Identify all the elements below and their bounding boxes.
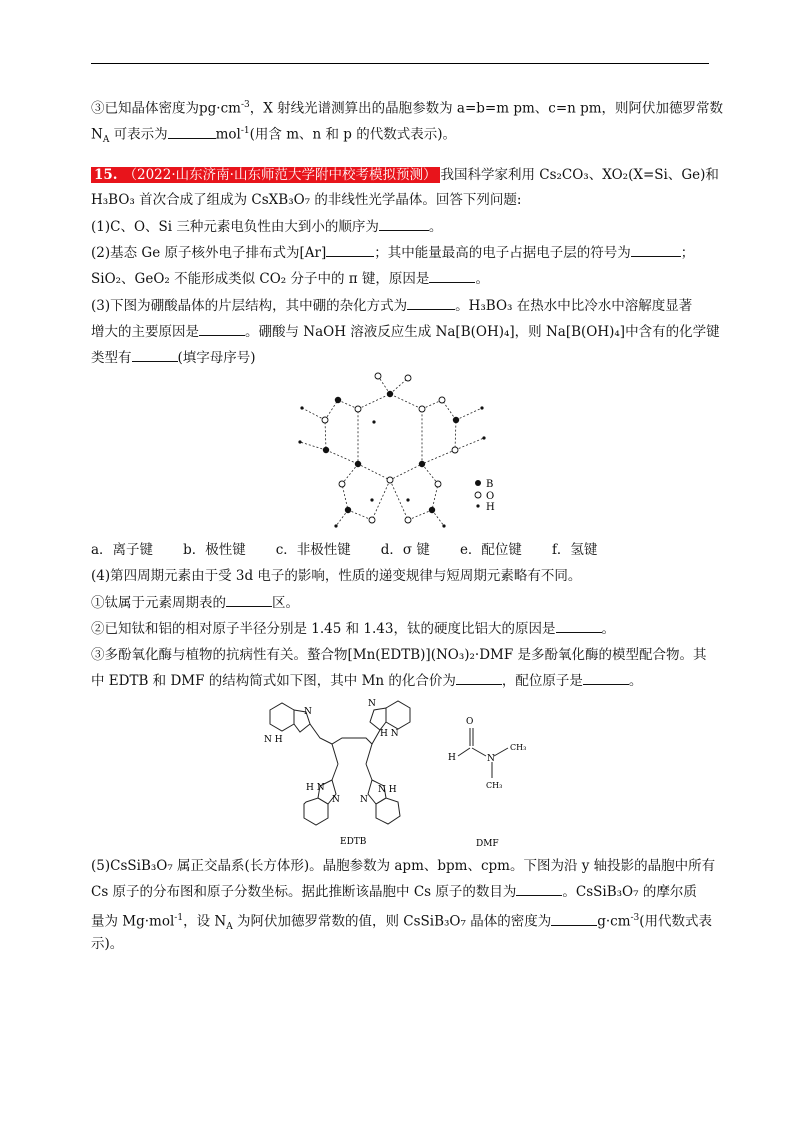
legend-oxygen-marker [475, 492, 481, 498]
sub-question-3-line1 [91, 297, 692, 315]
question-15-line2 [91, 191, 521, 209]
answer-blank[interactable] [583, 672, 629, 685]
text: (2)基态 Ge 原子核外电子排布式为[Ar] [91, 245, 327, 261]
answer-blank[interactable] [226, 594, 272, 607]
sub-question-5-line2 [91, 883, 697, 901]
text: (填字母序号) [177, 350, 256, 366]
text: ③多酚氧化酶与植物的抗病性有关。螯合物[Mn(EDTB)](NO₃)₂·DMF 是多酚氧化酶的模型配合物。其 [91, 647, 707, 663]
text: (4)第四周期元素由于受 3d 电子的影响，性质的递变规律与短周期元素略有不同。 [91, 568, 582, 584]
answer-blank[interactable] [379, 218, 429, 231]
legend-label-b: B [486, 479, 494, 490]
subscript: A [102, 135, 110, 146]
edtb-hn-label-2: H N [306, 783, 325, 793]
superscript: -1 [174, 913, 184, 923]
edtb-n-label-4: N [360, 795, 368, 805]
dmf-structure-figure [440, 710, 540, 850]
option-b[interactable]: b．极性键 [183, 542, 246, 558]
question-number: 15. [91, 167, 120, 183]
text: pg·cm [199, 100, 241, 117]
question-source-tag[interactable]: （2022·山东济南·山东师范大学附中校考模拟预测） [120, 167, 441, 183]
text: (5)CsSiB₃O₇ 属正交晶系(长方体形)。晶胞参数为 apm、bpm、cpm。下图为沿 y 轴投影的晶胞中所有 [91, 858, 716, 874]
sub-question-2-line1 [91, 244, 694, 262]
text: 。硼酸与 NaOH 溶液反应生成 Na[B(OH)₄]，则 Na[B(OH)₄]中含有的化学键 [245, 324, 720, 340]
dmf-caption: DMF [476, 839, 499, 849]
legend-label-o: O [486, 491, 495, 502]
answer-blank[interactable] [326, 244, 374, 257]
superscript: -3 [630, 913, 640, 923]
text: (用含 m、n 和 p 的代数式表示)。 [249, 126, 456, 143]
text: ①钛属于元素周期表的 [91, 595, 226, 611]
text: 区。 [272, 595, 299, 611]
text: ②已知钛和铝的相对原子半径分别是 1.45 和 1.43，钛的硬度比铝大的原因是 [91, 621, 556, 637]
answer-blank[interactable] [132, 349, 178, 362]
legend-hydrogen-marker [476, 504, 479, 507]
sub-question-1 [91, 218, 442, 236]
text: SiO₂、GeO₂ 不能形成类似 CO₂ 分子中的 π 键，原因是 [91, 271, 430, 287]
answer-blank[interactable] [556, 620, 602, 633]
text: 。 [601, 621, 615, 637]
edtb-caption: EDTB [340, 837, 367, 847]
text: N [91, 126, 103, 143]
boric-acid-structure-figure [290, 372, 520, 532]
paragraph-density-line2 [91, 122, 456, 146]
text: (3)下图为硼酸晶体的片层结构，其中硼的杂化方式为 [91, 298, 408, 314]
sub-question-5-line1 [91, 857, 715, 875]
edtb-n-label-2: N [368, 699, 376, 709]
options-row [91, 541, 627, 559]
answer-blank[interactable] [429, 270, 475, 283]
text: ； [680, 245, 695, 261]
option-a[interactable]: a．离子键 [91, 542, 154, 558]
text: 示)。 [91, 936, 124, 952]
text: ；其中能量最高的电子占据电子层的符号为 [374, 245, 631, 261]
answer-blank[interactable] [456, 672, 502, 685]
legend-label-h: H [486, 502, 495, 513]
sub-question-3-line3 [91, 349, 256, 367]
option-e[interactable]: e．配位键 [459, 542, 522, 558]
text: 中 EDTB 和 DMF 的结构简式如下图，其中 Mn 的化合价为 [91, 673, 456, 689]
sub-question-4-3-line1 [91, 646, 707, 664]
dmf-ch3-label-1: CH₃ [510, 743, 527, 752]
superscript: -1 [240, 126, 250, 136]
text: H₃BO₃ 首次合成了组成为 CsXB₃O₇ 的非线性光学晶体。回答下列问题: [91, 192, 522, 208]
answer-blank[interactable] [407, 297, 455, 310]
sub-question-5-line4 [91, 935, 123, 953]
edtb-nh-label-2: N H [378, 785, 397, 795]
text: (用代数式表 [639, 913, 713, 930]
text: 类型有 [91, 350, 132, 366]
superscript: -3 [240, 100, 250, 110]
header-rule [91, 63, 709, 64]
text: 增大的主要原因是 [91, 324, 199, 340]
subscript: A [226, 922, 233, 933]
answer-blank[interactable] [631, 244, 681, 257]
dmf-o-label: O [466, 717, 474, 727]
edtb-nh-label: N H [264, 735, 283, 745]
text: ，设 N [183, 913, 227, 930]
text: 。 [628, 673, 643, 689]
text: 我国科学家利用 Cs₂CO₃、XO₂(X=Si、Ge)和 [440, 167, 719, 183]
text: 。 [428, 219, 443, 235]
option-f[interactable]: f．氢键 [551, 542, 598, 558]
text: g·cm [597, 913, 631, 930]
question-15-line1 [91, 166, 719, 184]
edtb-n-label-3: N [332, 795, 340, 805]
edtb-hn-label: H N [380, 729, 399, 739]
edtb-n-label: N [304, 707, 312, 717]
text: ，配位原子是 [501, 673, 583, 689]
edtb-structure-figure [262, 694, 442, 854]
text: 。H₃BO₃ 在热水中比冷水中溶解度显著 [455, 298, 693, 314]
sub-question-4-intro [91, 567, 581, 585]
sub-question-4-1 [91, 594, 299, 612]
text: ，X 射线光谱测算出的晶胞参数为 a=b=m pm、c=n pm，则阿伏加德罗常数 [249, 100, 724, 117]
text: 。CsSiB₃O₇ 的摩尔质 [562, 884, 697, 900]
answer-blank[interactable] [199, 323, 245, 336]
dmf-ch3-label-2: CH₃ [486, 781, 503, 790]
legend-boron-marker [475, 480, 481, 486]
answer-blank[interactable] [551, 913, 597, 926]
text: (1)C、O、Si 三种元素电负性由大到小的顺序为 [91, 219, 379, 235]
dmf-n-label: N [487, 754, 495, 764]
sub-question-3-line2 [91, 323, 720, 341]
text: Cs 原子的分布图和原子分数坐标。据此推断该晶胞中 Cs 原子的数目为 [91, 884, 517, 900]
answer-blank[interactable] [168, 126, 216, 139]
option-d[interactable]: d．σ 键 [380, 542, 430, 558]
paragraph-density-line1 [91, 96, 724, 117]
text: mol [215, 126, 241, 143]
text: ③已知晶体密度为 [91, 100, 199, 117]
option-c[interactable]: c．非极性键 [275, 542, 351, 558]
dmf-h-label: H [448, 753, 456, 763]
text: 为阿伏加德罗常数的值，则 CsSiB₃O₇ 晶体的密度为 [232, 913, 552, 930]
text: 。 [475, 271, 489, 287]
sub-question-4-2 [91, 620, 615, 638]
text: 可表示为 [109, 126, 168, 143]
answer-blank[interactable] [516, 883, 562, 896]
sub-question-4-3-line2 [91, 672, 642, 690]
sub-question-5-line3 [91, 909, 713, 933]
text: 量为 Mg·mol [91, 913, 175, 930]
sub-question-2-line2 [91, 270, 489, 288]
